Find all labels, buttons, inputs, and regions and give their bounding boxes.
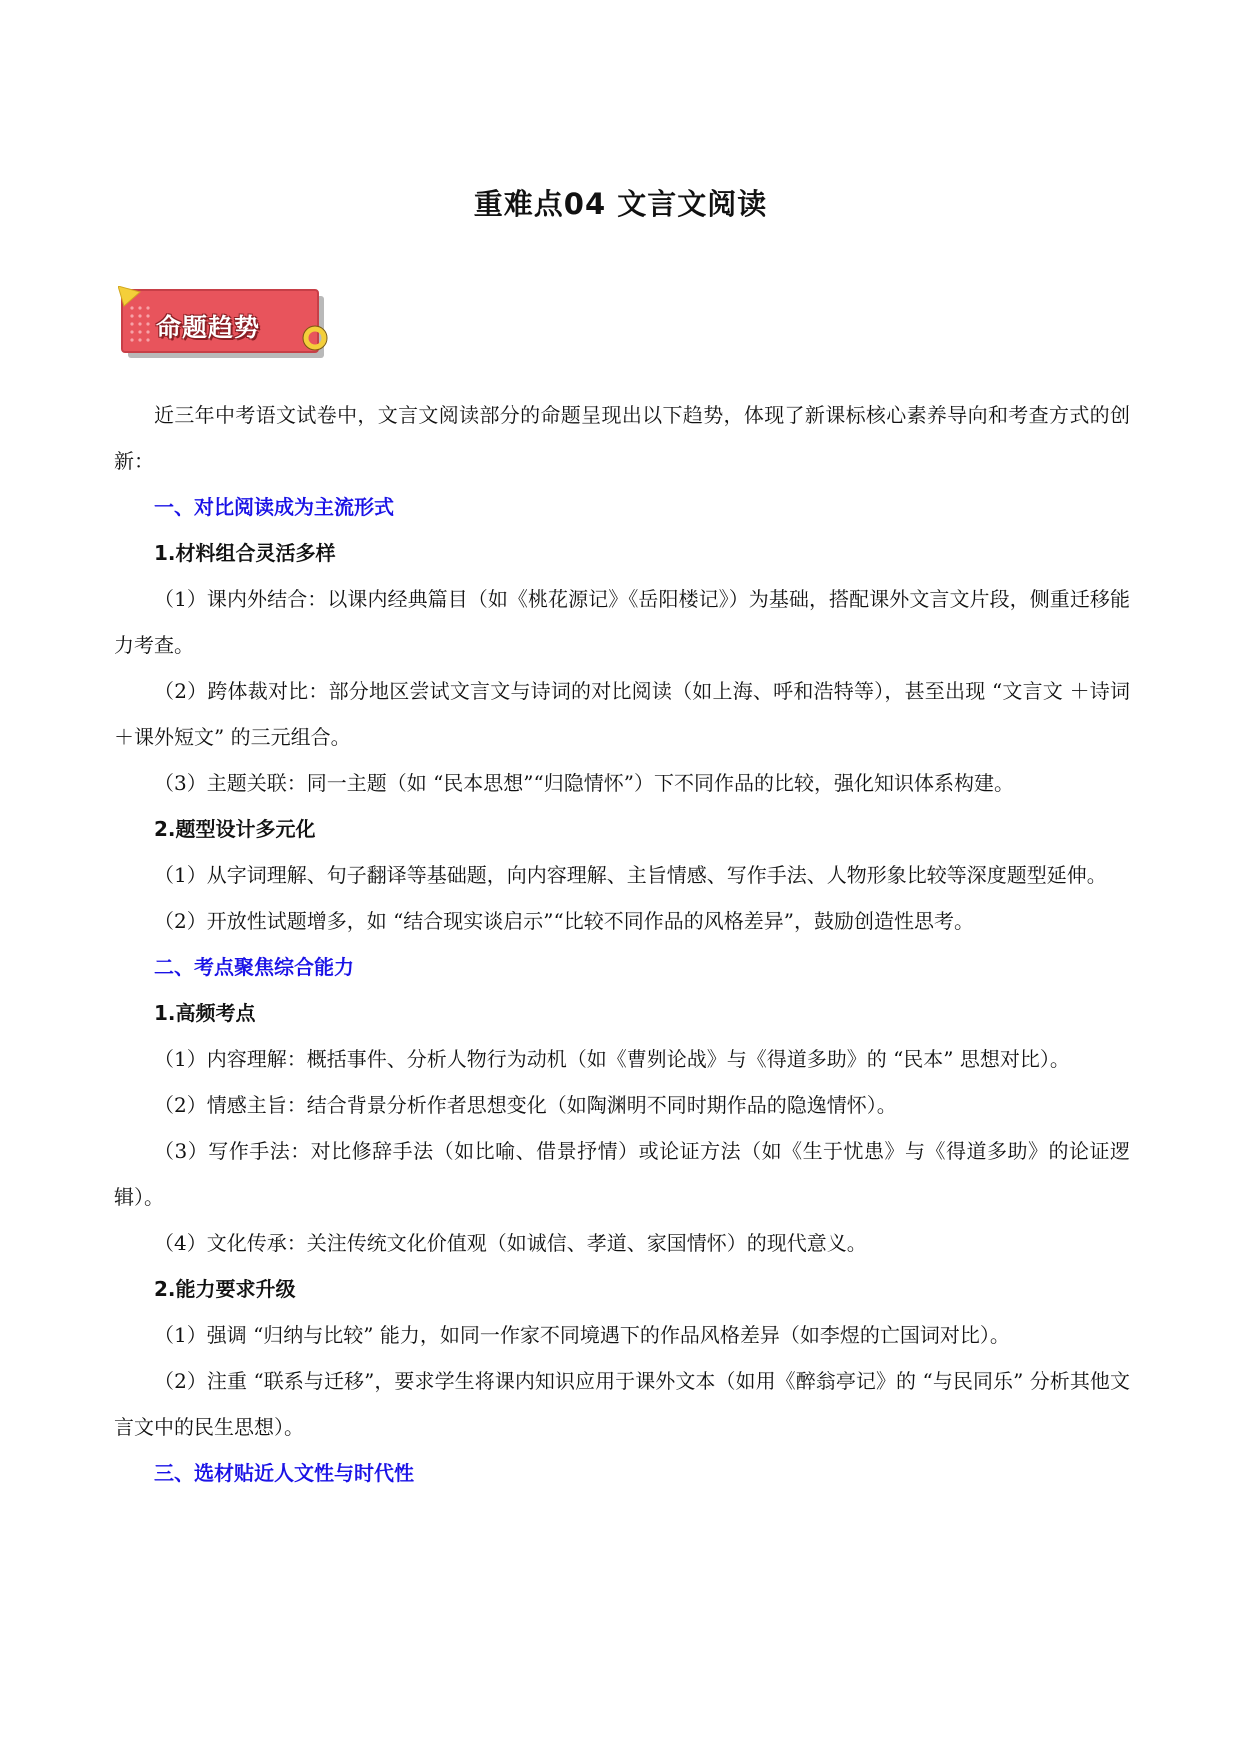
list-item: （1）强调 “归纳与比较” 能力，如同一作家不同境遇下的作品风格差异（如李煜的亡国词对比）。 [154,1323,1010,1347]
section-heading-1: 一、对比阅读成为主流形式 [154,495,394,519]
list-item: （1）内容理解：概括事件、分析人物行为动机（如《曹刿论战》与《得道多助》的 “民本” 思想对比）。 [154,1047,1070,1071]
section-badge [118,286,338,366]
list-item: （4）文化传承：关注传统文化价值观（如诚信、孝道、家国情怀）的现代意义。 [154,1231,867,1255]
subsection-heading-1-2: 2.题型设计多元化 [154,817,316,841]
list-item: （2）情感主旨：结合背景分析作者思想变化（如陶渊明不同时期作品的隐逸情怀）。 [154,1093,897,1117]
section-heading-3: 三、选材贴近人文性与时代性 [154,1461,414,1485]
section-heading-2: 二、考点聚焦综合能力 [154,955,354,979]
document-body [114,392,1130,1496]
list-item: （1）从字词理解、句子翻译等基础题，向内容理解、主旨情感、写作手法、人物形象比较等深度题型延伸。 [154,863,1107,887]
list-item: （3）写作手法：对比修辞手法（如比喻、借景抒情）或论证方法（如《生于忧患》与《得道多助》的论证逻辑）。 [114,1139,1130,1209]
list-item: （1）课内外结合：以课内经典篇目（如《桃花源记》《岳阳楼记》）为基础，搭配课外文言文片段，侧重迁移能力考查。 [114,587,1130,657]
list-item: （3）主题关联：同一主题（如 “民本思想”“归隐情怀”）下不同作品的比较，强化知识体系构建。 [154,771,1014,795]
badge-label: 命题趋势 [156,313,261,342]
list-item: （2）开放性试题增多，如 “结合现实谈启示”“比较不同作品的风格差异”，鼓励创造性思考。 [154,909,974,933]
subsection-heading-2-2: 2.能力要求升级 [154,1277,296,1301]
subsection-heading-1-1: 1.材料组合灵活多样 [154,541,336,565]
list-item: （2）注重 “联系与迁移”，要求学生将课内知识应用于课外文本（如用《醉翁亭记》的 “与民同乐” 分析其他文言文中的民生思想）。 [114,1369,1130,1439]
list-item: （2）跨体裁对比：部分地区尝试文言文与诗词的对比阅读（如上海、呼和浩特等），甚至出现 “文言文 ＋诗词 ＋课外短文” 的三元组合。 [114,679,1130,749]
subsection-heading-2-1: 1.高频考点 [154,1001,256,1025]
page-title: 重难点04 文言文阅读 [473,187,768,221]
intro-paragraph: 近三年中考语文试卷中，文言文阅读部分的命题呈现出以下趋势，体现了新课标核心素养导向和考查方式的创新： [114,403,1130,473]
